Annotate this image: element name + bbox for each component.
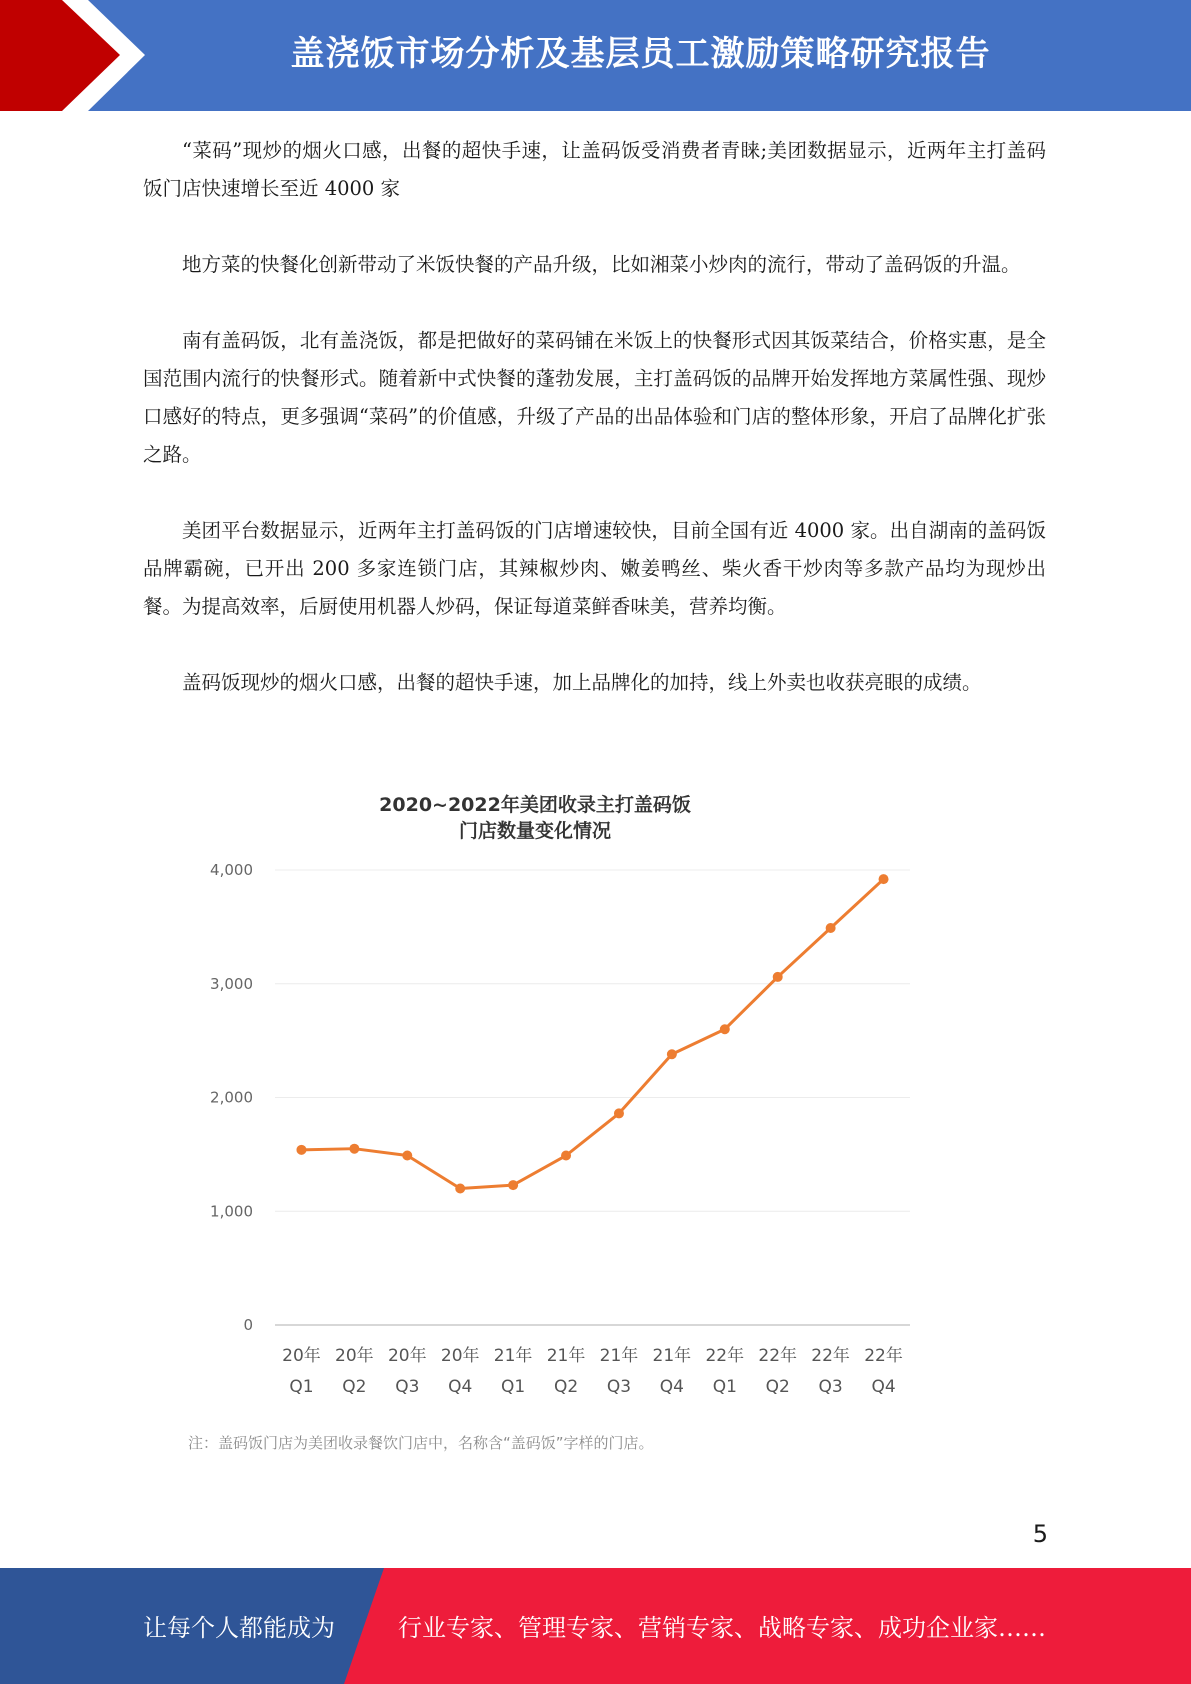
x-tick-label-year: 21年	[599, 1346, 639, 1366]
x-tick-label-year: 22年	[811, 1346, 850, 1366]
x-tick-label-year: 20年	[387, 1346, 427, 1366]
x-tick-label-quarter: Q1	[501, 1377, 526, 1397]
data-point	[349, 1144, 359, 1154]
data-point	[561, 1151, 571, 1161]
chart-footnote: 注：盖码饭门店为美团收录餐饮门店中，名称含“盖码饭”字样的门店。	[188, 1434, 654, 1452]
header-bar	[0, 0, 1191, 111]
report-title: 盖浇饭市场分析及基层员工激励策略研究报告	[290, 34, 991, 74]
store-count-chart	[180, 780, 940, 1460]
line-chart-svg	[180, 780, 940, 1430]
y-tick-label: 1,000	[210, 1202, 253, 1221]
data-point	[773, 972, 783, 982]
x-tick-label-quarter: Q1	[289, 1377, 314, 1397]
x-tick-label-quarter: Q4	[871, 1377, 896, 1397]
x-tick-label-year: 22年	[705, 1346, 745, 1366]
paragraph: “菜码”现炒的烟火口感，出餐的超快手速，让盖码饭受消费者青睐;美团数据显示，近两年主打盖码饭门店快速增长至近 4000 家	[143, 139, 1046, 200]
x-tick-label-year: 20年	[440, 1346, 480, 1366]
x-tick-label-year: 20年	[282, 1346, 321, 1366]
paragraph: 南有盖码饭，北有盖浇饭，都是把做好的菜码铺在米饭上的快餐形式因其饭菜结合，价格实惠，是全国范围内流行的快餐形式。随着新中式快餐的蓬勃发展，主打盖码饭的品牌开始发挥地方菜属性强、现炒口感好的特点，更多强调“菜码”的价值感，升级了产品的出品体验和门店的整体形象，开启了品牌化扩张之路。	[143, 329, 1046, 466]
paragraph: 美团平台数据显示，近两年主打盖码饭的门店增速较快，目前全国有近 4000 家。出自湖南的盖码饭品牌霸碗，已开出 200 多家连锁门店，其辣椒炒肉、嫩姜鸭丝、柴火香干炒肉等多款产品均为现炒出餐。为提高效率，后厨使用机器人炒码，保证每道菜鲜香味美，营养均衡。	[143, 519, 1046, 618]
data-point	[826, 923, 836, 933]
x-tick-label-quarter: Q2	[765, 1377, 790, 1397]
footer-slogan-left: 让每个人都能成为	[143, 1614, 335, 1642]
x-tick-label-year: 22年	[864, 1346, 903, 1366]
header-arrow-decoration	[0, 0, 170, 111]
data-point	[614, 1108, 624, 1118]
footer-banner	[0, 1568, 1191, 1684]
x-tick-label-quarter: Q3	[395, 1377, 420, 1397]
x-tick-label-year: 21年	[546, 1346, 586, 1366]
y-tick-label: 2,000	[210, 1088, 253, 1107]
x-tick-label-year: 21年	[652, 1346, 692, 1366]
chart-title-line: 门店数量变化情况	[458, 820, 611, 842]
data-point	[667, 1049, 677, 1059]
data-point	[402, 1151, 412, 1161]
paragraph: 盖码饭现炒的烟火口感，出餐的超快手速，加上品牌化的加持，线上外卖也收获亮眼的成绩。	[182, 671, 982, 694]
page-number: 5	[1032, 1520, 1048, 1548]
footer-slogan-right: 行业专家、管理专家、营销专家、战略专家、成功企业家……	[398, 1614, 1046, 1642]
x-tick-label-quarter: Q4	[448, 1377, 473, 1397]
x-tick-label-quarter: Q2	[553, 1377, 579, 1397]
x-tick-label-year: 20年	[335, 1346, 374, 1366]
x-tick-label-quarter: Q1	[712, 1377, 737, 1397]
y-tick-label: 3,000	[210, 974, 253, 993]
x-tick-label-quarter: Q3	[606, 1377, 632, 1397]
x-tick-label-year: 22年	[758, 1346, 798, 1366]
data-point	[455, 1184, 465, 1194]
x-tick-label-year: 21年	[493, 1346, 533, 1366]
chart-title-line: 2020~2022年美团收录主打盖码饭	[379, 794, 691, 816]
data-point	[720, 1024, 730, 1034]
data-point	[508, 1180, 518, 1190]
x-tick-label-quarter: Q2	[342, 1377, 367, 1397]
y-tick-label: 0	[243, 1316, 253, 1334]
y-tick-label: 4,000	[210, 861, 253, 879]
article-body	[143, 132, 1046, 740]
x-tick-label-quarter: Q3	[818, 1377, 843, 1397]
series-line	[301, 879, 883, 1188]
data-point	[296, 1145, 306, 1155]
x-tick-label-quarter: Q4	[659, 1377, 684, 1397]
paragraph: 地方菜的快餐化创新带动了米饭快餐的产品升级，比如湘菜小炒肉的流行，带动了盖码饭的升温。	[182, 253, 1021, 276]
data-point	[879, 874, 889, 884]
